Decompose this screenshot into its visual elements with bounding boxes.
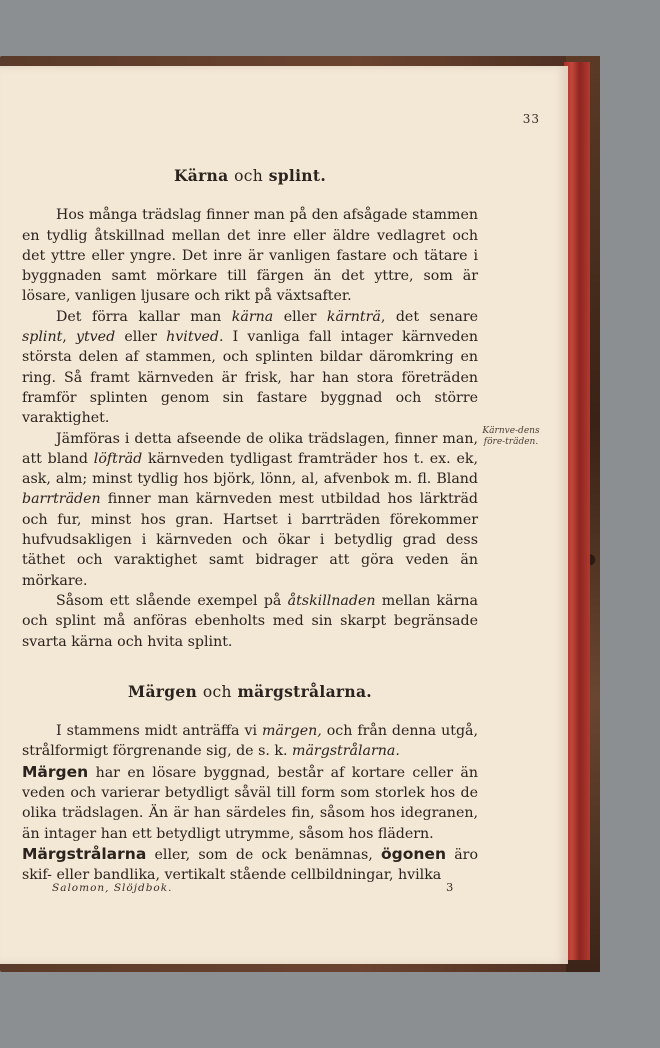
margin-note: Kärnve-dens före-träden. — [482, 426, 540, 447]
paragraph: Märgstrålarna eller, som de ock benämnas, ögonen äro skif- eller bandlika, vertikalt stående cellbildningar, hvilka — [22, 844, 478, 884]
book-page — [0, 66, 568, 964]
paragraph: Märgen har en lösare byggnad, består af kortare celler än veden och varierar betydligt såväl till form som storlek hos de olika trädslagen. Än är han särdeles fin, såsom hos idegranen, än intager han ett betydligt utrymme, såsom hos flädern. — [22, 762, 478, 842]
paragraph: I stammens midt anträffa vi märgen, och från denna utgå, strålformigt förgrenande sig, de s. k. märgstrålarna. — [22, 723, 478, 760]
page-number: 33 — [522, 112, 540, 126]
body-text — [22, 166, 478, 886]
paragraph: Jämföras i detta afseende de olika trädslagen, finner man, att bland löfträd kärnveden tydligast framträder hos t. ex. ek, ask, alm; minst tydlig hos björk, lönn, al, afvenbok m. fl. Bland barrträden finner man kärnveden mest utbildad hos lärkträd och fur, minst hos gran. Hartset i barrträden förekommer hufvudsakligen i kärnveden och ökar i betydlig grad dess täthet och varaktighet samt bidrager att göra veden än mörkare. — [22, 430, 478, 589]
footer-author: Salomon, Slöjdbok. — [52, 882, 173, 894]
paragraph: Hos många trädslag finner man på den afsågade stammen en tydlig åtskillnad mellan det inre eller äldre vedlagret och det yttre eller yngre. Det inre är vanligen fastare och tätare i byggnaden samt mörkare till färgen än det yttre, som är lösare, vanligen ljusare och rikt på växtsafter. — [22, 207, 478, 305]
paragraph: Det förra kallar man kärna eller kärnträ, det senare splint, ytved eller hvitved. I vanliga fall intager kärnveden största delen af stammen, och splinten bildar däromkring en ring. Så framt kärnveden är frisk, har han stora företräden framför splinten genom sin fastare byggnad och större varaktighet. — [22, 308, 478, 427]
section-heading-margen: Märgen och märgstrålarna. — [127, 681, 372, 701]
paragraph: Såsom ett slående exempel på åtskillnaden mellan kärna och splint må anföras ebenholts med sin skarpt begränsade svarta kärna och hvita splint. — [22, 592, 478, 650]
section-heading-karna: Kärna och splint. — [173, 166, 327, 185]
footer-signature: 3 — [446, 880, 454, 894]
